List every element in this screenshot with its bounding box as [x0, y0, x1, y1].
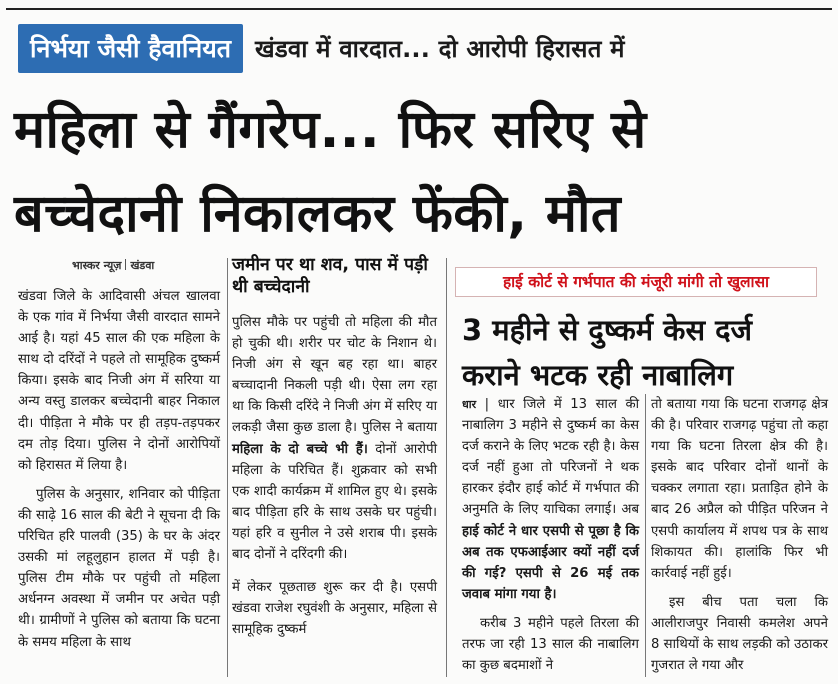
col2-paragraph-1 [232, 312, 437, 565]
col2-subheading: जमीन पर था शव, पास में पड़ी थी बच्चेदानी [232, 255, 428, 297]
column-divider-1 [227, 258, 228, 677]
article-column-2 [232, 312, 437, 648]
column-divider-2 [446, 258, 447, 677]
col2-p1-bold: महिला के दो बच्चे भी हैं। [232, 441, 368, 457]
top-rule [6, 8, 832, 10]
main-headline [14, 88, 828, 256]
col3-headline-line-2: कराने भटक रही नाबालिग [462, 358, 734, 392]
article-column-4 [651, 394, 828, 684]
col3-p1-text-a: धार जिले में 13 साल की नाबालिग 3 महीने से दुष्कर्म का केस दर्ज कराने के लिए भटक रही है। केस दर्ज नहीं हुआ तो परिजनों ने थक हारकर इंदौर हाई कोर्ट में गर्भपात की अनुमति के लिए याचिका लगाई। अब [462, 397, 639, 518]
article-column-1 [18, 286, 220, 661]
article-column-3 [462, 394, 639, 684]
kicker-badge: निर्भया जैसी हैवानियत [18, 24, 243, 73]
col4-paragraph-2: इस बीच पता चला कि आलीराजपुर निवासी कमलेश अपने 8 साथियों के साथ लड़की को उठाकर गुजरात ले गया और [651, 594, 828, 674]
col2-p1-text-a: पुलिस मौके पर पहुंची तो महिला की मौत हो चुकी थी। शरीर पर चोट के निशान थे। निजी अंग से खून बह रहा था। बाहर बच्चादानी निकली पड़ी थी। ऐसा लग रहा था कि किसी दरिंदे ने निजी अंग में सरिए या लकड़ी जैसा कुछ डाला है। पुलिस ने बताया [232, 315, 437, 436]
col3-headline-line-1: 3 महीने से दुष्कर्म केस दर्ज [462, 313, 753, 347]
column-divider-3 [645, 394, 646, 677]
headline-line-2: बच्चेदानी निकालकर फेंकी, मौत [14, 184, 621, 244]
col4-paragraph-1: तो बताया गया कि घटना राजगढ़ क्षेत्र की है। परिवार राजगढ़ पहुंचा तो कहा गया कि घटना तिरला क्षेत्र की है। इसके बाद परिवार दोनों थानों के चक्कर लगाता रहा। प्रताड़ित होने के बाद 26 अप्रैल को पीड़ित परिजन ने एसपी कार्यालय में शपथ पत्र के साथ शिकायत की। हालांकि फिर भी कार्रवाई नहीं हुई। [651, 397, 828, 581]
col1-paragraph-1: खंडवा जिले के आदिवासी अंचल खालवा के एक गांव में निर्भया जैसी वारदात सामने आई है। यहां 45 साल की एक महिला के साथ दो दरिंदों ने पहले तो सामूहिक दुष्कर्म किया। इसके बाद निजी अंग में सरिया या अन्य वस्तु डालकर बच्चेदानी बाहर निकाल दी। पीड़िता ने मौके पर ही तड़प-तड़पकर दम तोड़ दिया। पुलिस ने दोनों आरोपियों को हिरासत में लिया है। [18, 289, 220, 473]
col3-p1-bold: हाई कोर्ट ने धार एसपी से पूछा है कि अब तक एफआईआर क्यों नहीं दर्ज की गई? एसपी से 26 मई तक जवाब मांगा गया है। [462, 523, 639, 602]
col2-p1-text-b: दोनों आरोपी महिला के परिचित हैं। शुक्रवार को सभी एक शादी कार्यक्रम में शामिल हुए थे। इसके बाद पीड़िता हरि के साथ उसके घर पहुंची। यहां हरि व सुनील ने उसे शराब पी। इसके बाद दोनों ने दरिंदगी की। [232, 441, 437, 563]
headline-line-1: महिला से गैंगरेप... फिर सरिए से [14, 100, 647, 160]
byline [72, 258, 154, 273]
col3-paragraph-1: धार | धार जिले में 13 साल की नाबालिग 3 महीने से दुष्कर्म का केस दर्ज कराने के लिए भटक रही है। केस दर्ज नहीं हुआ तो परिजनों ने थक हारकर इंदौर हाई कोर्ट में गर्भपात की अनुमति के लिए याचिका लगाई। अब हाई कोर्ट ने धार एसपी से पूछा है कि अब तक एफआईआर क्यों नहीं दर्ज की गई? एसपी से 26 मई तक जवाब मांगा गया है। [462, 397, 639, 602]
col3-paragraph-2: करीब 3 महीने पहले तिरला की तरफ जा रही 13 साल की नाबालिग का कुछ बदमाशों ने [462, 615, 639, 674]
byline-place: खंडवा [130, 259, 155, 272]
byline-separator [125, 259, 126, 270]
kicker-row [18, 22, 625, 74]
col2-paragraph-2: में लेकर पूछताछ शुरू कर दी है। एसपी खंडवा राजेश रघुवंशी के अनुसार, महिला से सामूहिक दुष्कर्म [232, 580, 437, 638]
col1-paragraph-2: पुलिस के अनुसार, शनिवार को पीड़िता की साढ़े 16 साल की बेटी ने सूचना दी कि परिचित हरि पालवी (35) के घर के अंदर उसकी मां लहूलुहान हालत में पड़ी है। पुलिस टीम मौके पर पहुंची तो महिला अर्धनग्न अवस्था में जमीन पर अचेत पड़ी थी। ग्रामीणों ने पुलिस को बताया कि घटना के समय महिला के साथ [18, 486, 220, 650]
kicker-text: खंडवा में वारदात... दो आरोपी हिरासत में [254, 34, 625, 63]
byline-agency: भास्कर न्यूज़ [72, 259, 122, 272]
col3-dateline: धार [462, 398, 477, 411]
red-banner: हाई कोर्ट से गर्भपात की मंजूरी मांगी तो खुलासा [455, 267, 817, 297]
col3-headline [462, 308, 827, 398]
